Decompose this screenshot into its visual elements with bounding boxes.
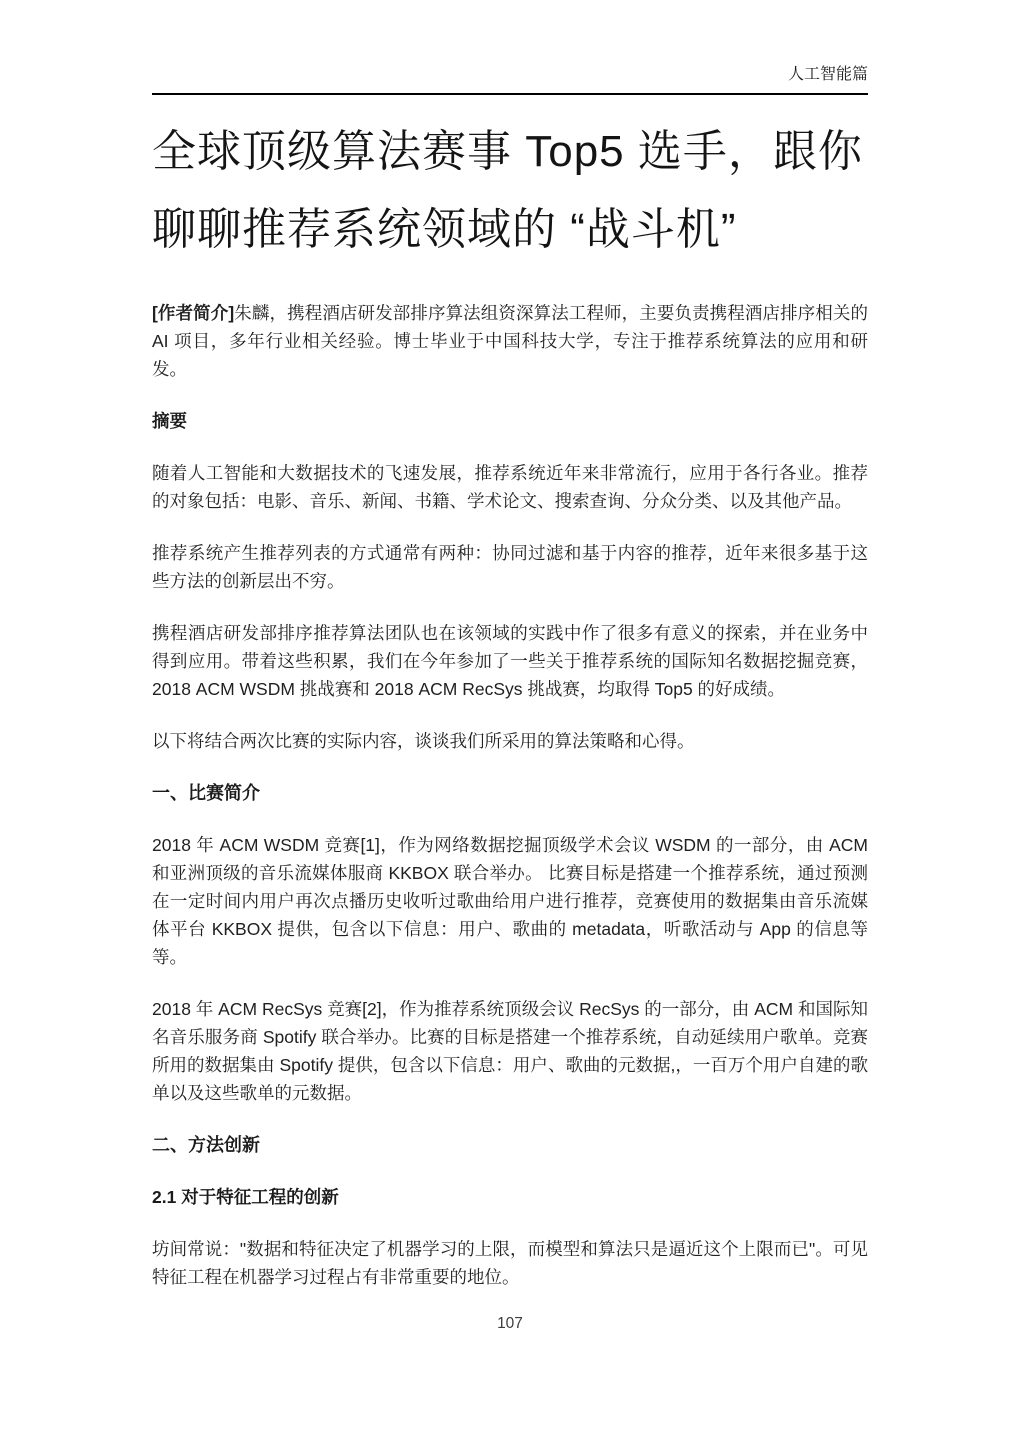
section-1-paragraph-1: 2018 年 ACM WSDM 竞赛[1]，作为网络数据挖掘顶级学术会议 WSDM 的一部分，由 ACM 和亚洲顶级的音乐流媒体服商 KKBOX 联合举办。 比赛目标是搭建一个推荐系统，通过预测在一定时间内用户再次点播历史收听过歌曲给用户进行推荐，竞赛使用的数据集由音乐流媒体平台 KKBOX 提供，包含以下信息：用户、歌曲的 metadata，听歌活动与 App 的信息等等。 (152, 835, 868, 967)
section-1-paragraph-2: 2018 年 ACM RecSys 竞赛[2]，作为推荐系统顶级会议 RecSys 的一部分，由 ACM 和国际知名音乐服务商 Spotify 联合举办。比赛的目标是搭建一个推荐系统，自动延续用户歌单。竞赛所用的数据集由 Spotify 提供，包含以下信息：用户、歌曲的元数据,，一百万个用户自建的歌单以及这些歌单的元数据。 (152, 999, 868, 1103)
abstract-paragraph-1: 随着人工智能和大数据技术的飞速发展，推荐系统近年来非常流行，应用于各行各业。推荐的对象包括：电影、音乐、新闻、书籍、学术论文、搜索查询、分众分类、以及其他产品。 (152, 463, 868, 511)
section-2-heading: 二、方法创新 (152, 1135, 260, 1155)
author-intro-paragraph (152, 299, 868, 383)
page-header (152, 64, 868, 95)
article-title-line-2: 聊聊推荐系统领域的 “战斗机” (152, 205, 737, 254)
page-number: 107 (497, 1315, 523, 1332)
abstract-paragraph-3: 携程酒店研发部排序推荐算法团队也在该领域的实践中作了很多有意义的探索，并在业务中得到应用。带着这些积累，我们在今年参加了一些关于推荐系统的国际知名数据挖掘竞赛，2018 ACM WSDM 挑战赛和 2018 ACM RecSys 挑战赛，均取得 Top5 的好成绩。 (152, 623, 868, 699)
abstract-paragraph-2: 推荐系统产生推荐列表的方式通常有两种：协同过滤和基于内容的推荐，近年来很多基于这些方法的创新层出不穷。 (152, 543, 868, 591)
article-title (152, 113, 868, 269)
author-intro-text: 朱麟，携程酒店研发部排序算法组资深算法工程师，主要负责携程酒店排序相关的 AI 项目，多年行业相关经验。博士毕业于中国科技大学，专注于推荐系统算法的应用和研发。 (152, 303, 868, 379)
abstract-paragraph-4: 以下将结合两次比赛的实际内容，谈谈我们所采用的算法策略和心得。 (152, 731, 695, 751)
header-section-label: 人工智能篇 (787, 66, 868, 83)
article-title-line-1: 全球顶级算法赛事 Top5 选手，跟你 (152, 127, 863, 176)
section-2-paragraph-1: 坊间常说："数据和特征决定了机器学习的上限，而模型和算法只是逼近这个上限而已"。可见特征工程在机器学习过程占有非常重要的地位。 (152, 1239, 868, 1287)
author-intro-label: [作者简介] (152, 303, 235, 323)
section-2-subheading-1: 2.1 对于特征工程的创新 (152, 1187, 339, 1207)
abstract-heading: 摘要 (152, 411, 187, 431)
section-1-heading: 一、比赛简介 (152, 783, 260, 803)
